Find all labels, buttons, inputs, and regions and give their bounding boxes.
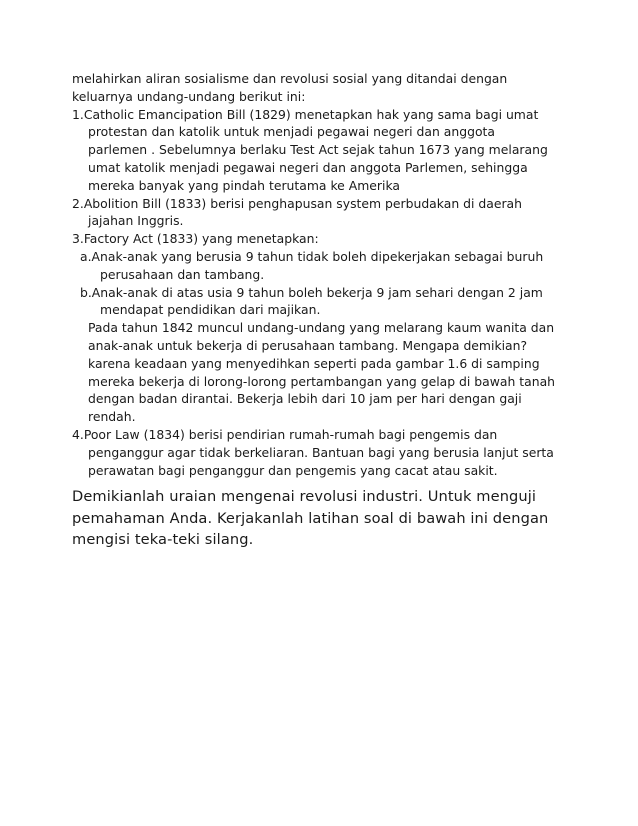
text-line: 2.Abolition Bill (1833) berisi penghapusan system perbudakan di daerah [72,195,522,211]
text-line: mendapat pendidikan dari majikan. [100,302,321,318]
text-line: penganggur agar tidak berkeliaran. Bantuan bagi yang berusia lanjut serta [88,444,554,460]
list-item-factory-act [72,230,572,426]
text-line: mengisi teka-teki silang. [72,531,254,549]
text-line: keluarnya undang-undang berikut ini: [72,88,306,104]
document-page [72,70,572,551]
text-line: 4.Poor Law (1834) berisi pendirian rumah-rumah bagi pengemis dan [72,426,498,442]
text-line: umat katolik menjadi pegawai negeri dan anggota Parlemen, sehingga [88,159,528,175]
text-line: Pada tahun 1842 muncul undang-undang yang melarang kaum wanita dan [88,320,555,336]
sub-item-a [72,248,572,284]
closing-paragraph [72,486,572,550]
text-line: anak-anak untuk bekerja di perusahaan tambang. Mengapa demikian? [88,337,528,353]
list-item-abolition-bill [72,195,572,231]
list-item-catholic-emancipation-bill [72,106,572,195]
text-line: 1.Catholic Emancipation Bill (1829) menetapkan hak yang sama bagi umat [72,106,539,122]
intro-text [72,70,572,106]
text-line: mereka banyak yang pindah terutama ke Amerika [88,177,401,193]
text-line: dengan badan dirantai. Bekerja lebih dari 10 jam per hari dengan gaji [88,391,522,407]
list-item-poor-law [72,426,572,479]
sub-item-b [72,284,572,320]
text-line: protestan dan katolik untuk menjadi pegawai negeri dan anggota [88,124,495,140]
text-line: perawatan bagi penganggur dan pengemis yang cacat atau sakit. [88,462,498,478]
text-line: jajahan Inggris. [88,213,184,229]
text-line: parlemen . Sebelumnya berlaku Test Act sejak tahun 1673 yang melarang [88,142,548,158]
text-line: Demikianlah uraian mengenai revolusi industri. Untuk menguji [72,488,537,506]
factory-act-note [72,319,572,426]
text-line: perusahaan dan tambang. [100,266,265,282]
text-line: 3.Factory Act (1833) yang menetapkan: [72,231,319,247]
text-line: melahirkan aliran sosialisme dan revolusi sosial yang ditandai dengan [72,71,508,86]
text-line: rendah. [88,409,136,425]
text-line: mereka bekerja di lorong-lorong pertambangan yang gelap di bawah tanah [88,373,556,389]
text-line: b.Anak-anak di atas usia 9 tahun boleh bekerja 9 jam sehari dengan 2 jam [80,284,543,300]
text-line: pemahaman Anda. Kerjakanlah latihan soal di bawah ini dengan [72,509,549,527]
text-line: a.Anak-anak yang berusia 9 tahun tidak boleh dipekerjakan sebagai buruh [80,248,544,264]
text-line: karena keadaan yang menyedihkan seperti pada gambar 1.6 di samping [88,355,540,371]
